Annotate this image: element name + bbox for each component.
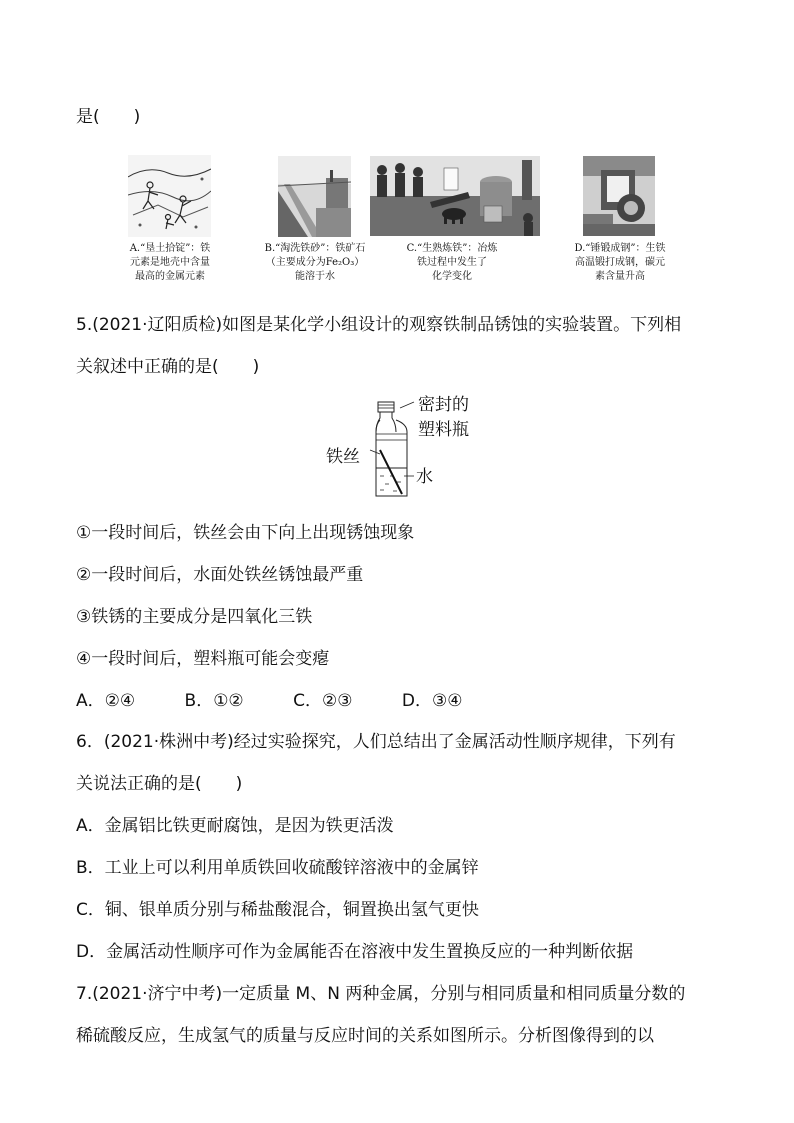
q5-statement-3: ③铁锈的主要成分是四氧化三铁: [76, 607, 313, 627]
label-plastic-bottle: 塑料瓶: [418, 420, 469, 440]
q7-stem-line-1: 7.(2021·济宁中考)一定质量 M、N 两种金属，分别与相同质量和相同质量分数的: [76, 984, 686, 1004]
picture-b-photo: [278, 156, 351, 237]
q6-option-d[interactable]: D．金属活动性顺序可作为金属能否在溶液中发生置换反应的一种判断依据: [76, 942, 634, 962]
caption-c: C.“生熟炼铁”：冶炼 铁过程中发生了 化学变化: [406, 243, 498, 282]
q5-option-d[interactable]: D．③④: [401, 691, 463, 711]
picture-d-photo: [583, 156, 655, 236]
q6-option-b[interactable]: B．工业上可以利用单质铁回收硫酸锌溶液中的金属锌: [76, 858, 479, 878]
q4-answer-blank: 是( ): [76, 107, 141, 127]
q7-stem-line-2: 稀硫酸反应，生成氢气的质量与反应时间的关系如图所示。分析图像得到的以: [76, 1026, 654, 1046]
caption-b: B.“淘洗铁砂”：铁矿石 （主要成分为Fe₂O₃） 能溶于水: [264, 243, 366, 282]
q5-statement-4: ④一段时间后，塑料瓶可能会变瘪: [76, 649, 330, 669]
label-water: 水: [416, 467, 433, 487]
q5-statement-1: ①一段时间后，铁丝会由下向上出现锈蚀现象: [76, 523, 415, 543]
label-iron-wire: 铁丝: [326, 447, 360, 467]
q5-option-b[interactable]: B．①②: [184, 691, 244, 711]
caption-a: A.“垦土拾锭”：铁 元素是地壳中含量 最高的金属元素: [129, 243, 211, 282]
q5-option-c[interactable]: C．②③: [293, 691, 353, 711]
q6-stem-line-2: 关说法正确的是( ): [76, 774, 243, 794]
q5-stem-line-1: 5.(2021·辽阳质检)如图是某化学小组设计的观察铁制品锈蚀的实验装置。下列相: [76, 315, 682, 335]
caption-d: D.“锤锻成钢”：生铁 高温锻打成钢，碳元 素含量升高: [574, 243, 666, 282]
q5-statement-2: ②一段时间后，水面处铁丝锈蚀最严重: [76, 565, 364, 585]
picture-a-illustration: [128, 155, 211, 237]
q6-option-a[interactable]: A．金属铝比铁更耐腐蚀，是因为铁更活泼: [76, 816, 394, 836]
q6-option-c[interactable]: C．铜、银单质分别与稀盐酸混合，铜置换出氢气更快: [76, 900, 479, 920]
q6-stem-line-1: 6．(2021·株洲中考)经过实验探究，人们总结出了金属活动性顺序规律，下列有: [76, 732, 676, 752]
label-sealed: 密封的: [418, 395, 469, 415]
q5-option-a[interactable]: A．②④: [76, 691, 136, 711]
q5-stem-line-2: 关叙述中正确的是( ): [76, 357, 260, 377]
picture-c-illustration: [370, 156, 540, 236]
q5-options: [76, 689, 462, 713]
